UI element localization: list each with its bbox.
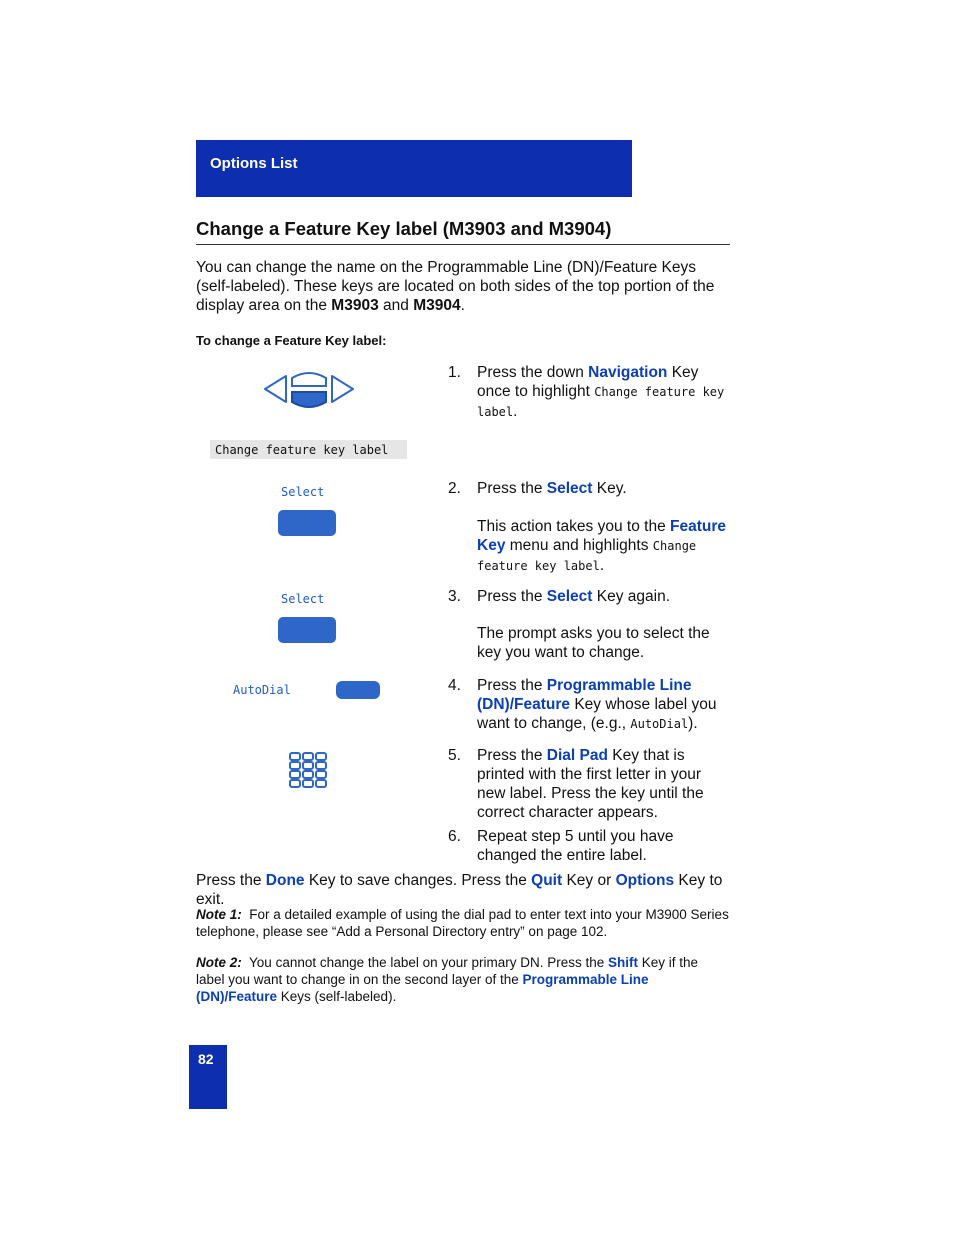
page-number-tab [189, 1045, 227, 1109]
note-2: Note 2: You cannot change the label on your primary DN. Press the Shift Key if the label you want to change in on the second layer of the Programmable Line (DN)/Feature Keys (self-labeled). [196, 955, 699, 1004]
autodial-label: AutoDial [233, 683, 291, 697]
intro-paragraph: You can change the name on the Programmable Line (DN)/Feature Keys (self-labeled). These keys are located on both sides of the top portion of the display area on the M3903 and M3904. [196, 259, 715, 314]
display-line: Change feature key label [215, 443, 389, 457]
select-key-button[interactable] [278, 617, 336, 643]
procedure-heading: To change a Feature Key label: [196, 333, 387, 348]
select-key-button[interactable] [278, 510, 336, 536]
feature-key-button[interactable] [336, 681, 380, 699]
note-1: Note 1: For a detailed example of using the dial pad to enter text into your M3900 Series telephone, please see “Add a Personal Directory entry” on page 102. [196, 907, 729, 939]
done-instruction: Press the Done Key to save changes. Press the Quit Key or Options Key to exit. [196, 872, 723, 908]
select-softkey-label: Select [281, 485, 325, 499]
navigation-key-icon [262, 368, 356, 412]
dial-pad-icon [289, 752, 329, 790]
section-title: Options List [210, 155, 298, 172]
page-number: 82 [198, 1051, 214, 1067]
display-screen [210, 440, 407, 459]
section-header-bar [196, 140, 632, 197]
page-title: Change a Feature Key label (M3903 and M3904) [196, 218, 730, 245]
select-softkey-label: Select [281, 592, 325, 606]
